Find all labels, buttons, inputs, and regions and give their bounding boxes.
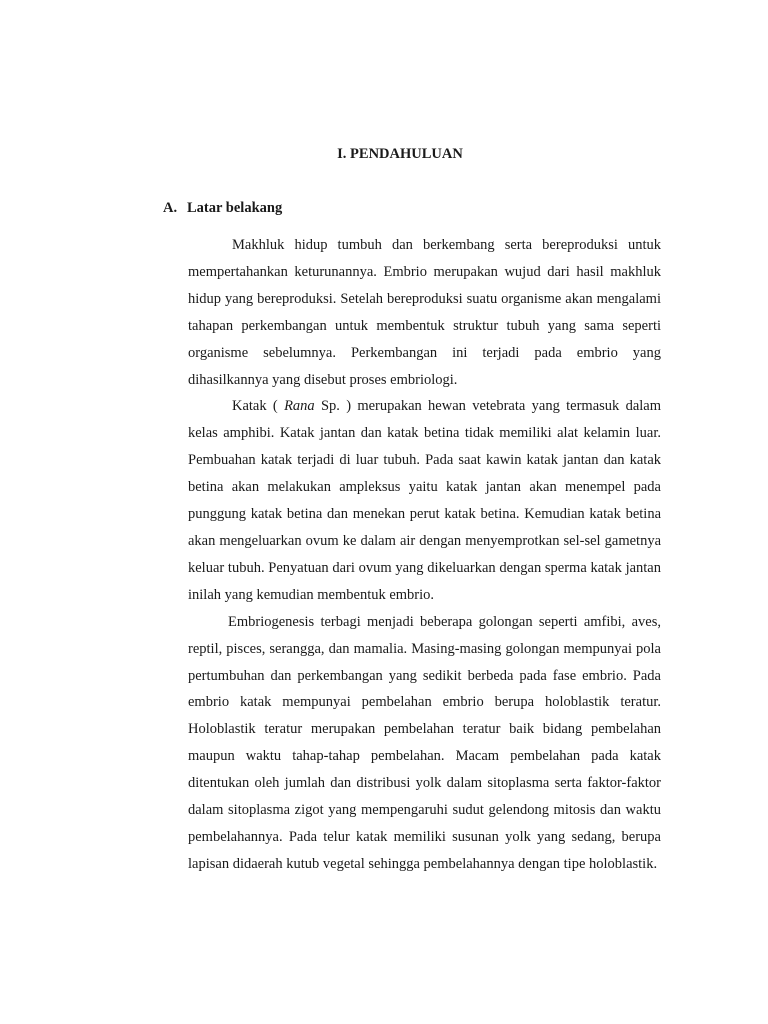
paragraph-2 [188,393,661,608]
paragraph-2-start: Katak ( [232,398,285,415]
section-heading [163,200,282,217]
paragraph-2-rest: Sp. ) merupakan hewan vetebrata yang termasuk dalam kelas amphibi. Katak jantan dan katak betina tidak memiliki alat kelamin luar. Pembuahan katak terjadi di luar tubuh. Pada saat kawin katak jantan dan katak betina akan melakukan ampleksus yaitu katak jantan akan menempel pada punggung katak betina dan menekan perut katak betina. Kemudian katak betina akan mengeluarkan ovum ke dalam air dengan menyemprotkan sel-sel gametnya keluar tubuh. Penyatuan dari ovum yang dikeluarkan dengan sperma katak jantan inilah yang kemudian membentuk embrio. [188,398,662,603]
section-number: A. [163,200,178,216]
paragraph-1: Makhluk hidup tumbuh dan berkembang serta bereproduksi untuk mempertahankan keturunannya. Embrio merupakan wujud dari hasil makhluk hidup yang bereproduksi. Setelah bereproduksi suatu organisme akan mengalami tahapan perkembangan untuk membentuk struktur tubuh yang sama seperti organisme sebelumnya. Perkembangan ini terjadi pada embrio yang dihasilkannya yang disebut proses embriologi. [188,237,661,388]
paragraph-3: Embriogenesis terbagi menjadi beberapa golongan seperti amfibi, aves, reptil, pisces, serangga, dan mamalia. Masing-masing golongan mempunyai pola pertumbuhan dan perkembangan yang sedikit berbeda pada fase embrio. Pada embrio katak mempunyai pembelahan embrio berupa holoblastik teratur. Holoblastik teratur merupakan pembelahan teratur baik bidang pembelahan maupun waktu tahap-tahap pembelahan. Macam pembelahan pada katak ditentukan oleh jumlah dan distribusi yolk dalam sitoplasma serta faktor-faktor dalam sitoplasma zigot yang mempengaruhi sudut gelendong mitosis dan waktu pembelahannya. Pada telur katak memiliki susunan yolk yang sedang, berupa lapisan didaerah kutub vegetal sehingga pembelahannya dengan tipe holoblastik. [188,613,661,872]
chapter-title: I. PENDAHULUAN [337,146,463,162]
body-text [188,232,661,878]
species-name: Rana [284,398,315,415]
section-title: Latar belakang [187,200,283,216]
